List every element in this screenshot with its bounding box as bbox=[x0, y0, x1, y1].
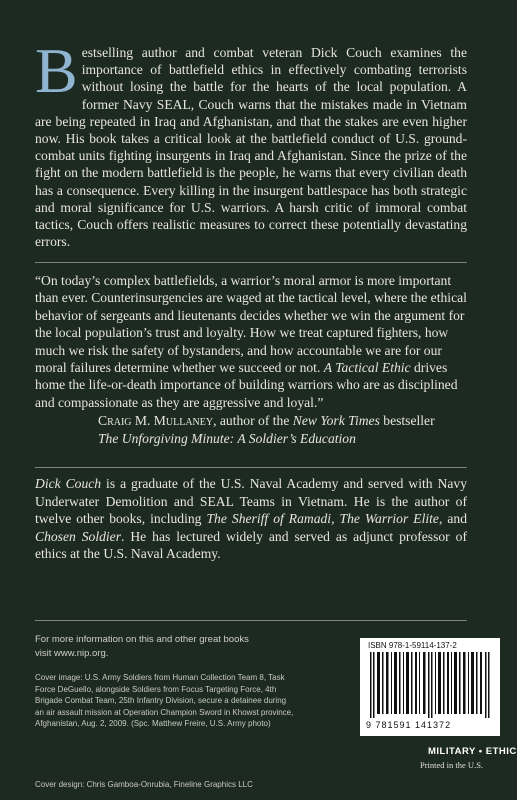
blurb-text: estselling author and combat veteran Dick Couch examines the importance of battlefield ethics in effectively combating terrorists without losing the battle for the hearts of the local population. A former Navy SEAL, Couch warns that the mistakes made in Vietnam are being repeated in Iraq and Afghanistan, and that the stakes are even higher now. His book takes a critical look at the battlefield conduct of U.S. ground-combat units fighting insurgents in Iraq and Afghanistan. Since the prize of the fight on the modern battlefield is the people, he warns that every civilian death has a consequence. Every killing in the insurgent battlespace has both strategic and moral significance for U.S. warriors. A harsh critic of immoral combat tactics, Couch offers realistic measures to correct these potentially devastating errors. bbox=[35, 45, 467, 250]
bio-book-1: The Sheriff of Ramadi bbox=[206, 511, 332, 527]
bio-book-2: The Warrior Elite bbox=[339, 511, 439, 527]
author-bio bbox=[35, 475, 467, 563]
more-info bbox=[35, 633, 275, 661]
category-label: MILITARY • ETHIC bbox=[428, 746, 517, 757]
attribution-pre: , author of the bbox=[213, 413, 293, 428]
attribution-post: bestseller bbox=[379, 413, 435, 428]
bio-text-1: is a graduate of the U.S. Naval Academy and served with Navy Underwater Demolition and SEAL Teams in Vietnam. He is the author of twelve other books, including bbox=[35, 476, 467, 527]
barcode-digits: 9 781591 141372 bbox=[366, 720, 452, 730]
divider-bottom bbox=[35, 620, 467, 621]
quote-part-2: drives home the life-or-death importance of building warriors who are as disciplined and compassionate as they are aggressive and loyal.” bbox=[35, 360, 458, 410]
bio-text-3: , and bbox=[438, 511, 468, 527]
endorser-name: Craig M. Mullaney bbox=[98, 413, 214, 428]
bio-text-2: , bbox=[331, 511, 340, 527]
barcode bbox=[360, 638, 500, 736]
bio-author-name: Dick Couch bbox=[35, 476, 102, 491]
endorser-book: The Unforgiving Minute: A Soldier’s Education bbox=[98, 431, 356, 446]
cover-design-credit: Cover design: Chris Gamboa-Onrubia, Fineline Graphics LLC bbox=[35, 780, 253, 789]
endorsement-attribution bbox=[98, 412, 478, 448]
more-info-line-2: visit www.nip.org. bbox=[35, 648, 109, 659]
endorsement-quote bbox=[35, 272, 467, 411]
quote-part-1: “On today’s complex battlefields, a warrior’s moral armor is more important than ever. Counterinsurgencies are waged at the tactical level, where the ethical behavior of sergeants and lieutenants decides whether we win the argument for the local population’s trust and loyalty. How we treat captured fighters, how much we risk the safety of bystanders, and how accountable we are for our moral failures determine whether we succeed or not. bbox=[35, 273, 467, 376]
isbn-label: ISBN 978-1-59114-137-2 bbox=[368, 641, 457, 650]
divider-middle bbox=[35, 467, 467, 468]
printed-in: Printed in the U.S. bbox=[420, 760, 484, 770]
bio-text-4: . He has lectured widely and served as adjunct professor of ethics at the U.S. Naval Academy. bbox=[35, 528, 467, 562]
quote-book-title: A Tactical Ethic bbox=[323, 360, 411, 376]
cover-image-credit: Cover image: U.S. Army Soldiers from Human Collection Team 8, Task Force DeGuello, alongside Soldiers from Focus Targeting Force, 4th Brigade Combat Team, 25th Infantry Division, secure a detainee during an air assault mission at Operation Champion Sword in Khowst province, Afghanistan, Aug. 2, 2009. (Spc. Matthew Freire, U.S. Army photo) bbox=[35, 673, 294, 729]
attribution-publication: New York Times bbox=[292, 413, 380, 428]
more-info-line-1: For more information on this and other great books bbox=[35, 634, 249, 645]
divider-top bbox=[35, 262, 467, 263]
bio-book-3: Chosen Soldier bbox=[35, 528, 121, 544]
barcode-bars-icon bbox=[368, 652, 492, 718]
book-blurb bbox=[35, 35, 467, 250]
drop-cap: B bbox=[35, 35, 78, 106]
